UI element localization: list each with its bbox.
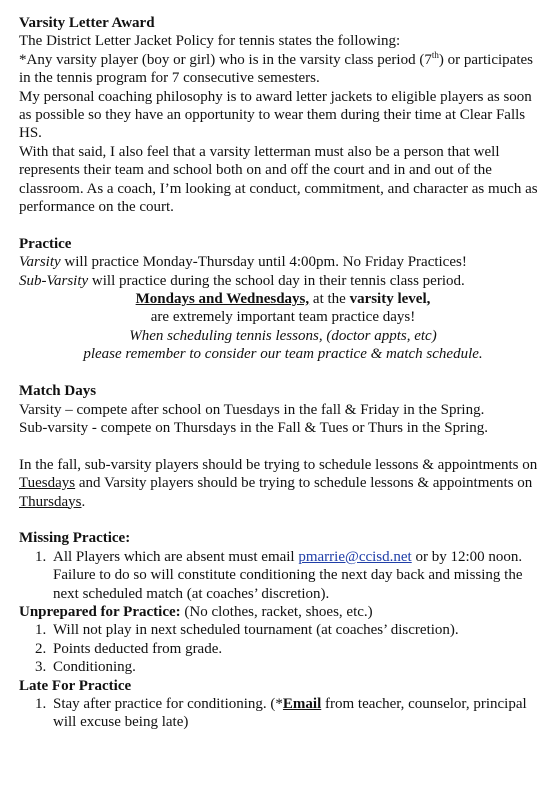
practice-important-days: Mondays and Wednesdays, at the varsity level, <box>135 291 431 308</box>
practice-varsity-line: Varsity will practice Monday-Thursday until 4:00pm. No Friday Practices! <box>19 254 467 271</box>
section-heading-missing-practice: Missing Practice: <box>19 530 131 547</box>
document-page <box>19 14 547 732</box>
list-item: 1. All Players which are absent must email pmarrie@ccisd.net or by 12:00 noon. Failure to do so will constitute conditioning the next day back and missing the next scheduled match (at coaches’ discretion). <box>35 548 523 602</box>
section-heading-varsity-letter-award: Varsity Letter Award <box>19 15 155 31</box>
practice-important-note: are extremely important team practice days! <box>150 309 416 326</box>
practice-scheduling-note-1: When scheduling tennis lessons, (doctor appts, etc) <box>129 327 437 344</box>
practice-scheduling-note-2: please remember to consider our team practice & match schedule. <box>83 346 483 363</box>
section-heading-match-days: Match Days <box>19 383 97 400</box>
letterman-character: With that said, I also feel that a varsity letterman must also be a person that well represents their team and school both on and off the court and in and out of the classroom. As a coach, I’m looking at conduct, commitment, and character as much as performance on the court. <box>19 143 538 216</box>
coaching-philosophy: My personal coaching philosophy is to award letter jackets to eligible players as soon as possible so they have an opportunity to wear them during their time at Clear Falls HS. <box>19 88 532 142</box>
unprepared-heading-line: Unprepared for Practice: (No clothes, racket, shoes, etc.) <box>19 603 373 620</box>
section-heading-unprepared: Unprepared for Practice: <box>19 603 181 620</box>
late-list <box>19 695 547 732</box>
missing-practice-list <box>19 548 547 603</box>
unprepared-list <box>19 621 547 676</box>
list-item: 1. Will not play in next scheduled tournament (at coaches’ discretion). <box>35 622 459 639</box>
policy-criteria: *Any varsity player (boy or girl) who is in the varsity class period (7th) or participates in the tennis program for 7 consecutive semesters. <box>19 49 533 87</box>
match-subvarsity-line: Sub-varsity - compete on Thursdays in the Fall & Tues or Thurs in the Spring. <box>19 419 489 436</box>
list-item: 2. Points deducted from grade. <box>35 640 223 657</box>
list-item: 3. Conditioning. <box>35 659 136 676</box>
policy-intro: The District Letter Jacket Policy for tennis states the following: <box>19 33 401 50</box>
list-item: 1. Stay after practice for conditioning. (*Email from teacher, counselor, principal will excuse being late) <box>35 695 527 731</box>
lesson-scheduling-paragraph: In the fall, sub-varsity players should be trying to schedule lessons & appointments on Tuesdays and Varsity players should be trying to schedule lessons & appointments on Thursdays. <box>19 456 538 510</box>
section-heading-practice: Practice <box>19 235 72 252</box>
section-heading-late-for-practice: Late For Practice <box>19 677 132 694</box>
superscript-th: th <box>431 49 439 60</box>
email-link[interactable]: pmarrie@ccisd.net <box>298 548 412 565</box>
practice-subvarsity-line: Sub-Varsity will practice during the school day in their tennis class period. <box>19 272 465 289</box>
match-varsity-line: Varsity – compete after school on Tuesdays in the fall & Friday in the Spring. <box>19 401 485 418</box>
